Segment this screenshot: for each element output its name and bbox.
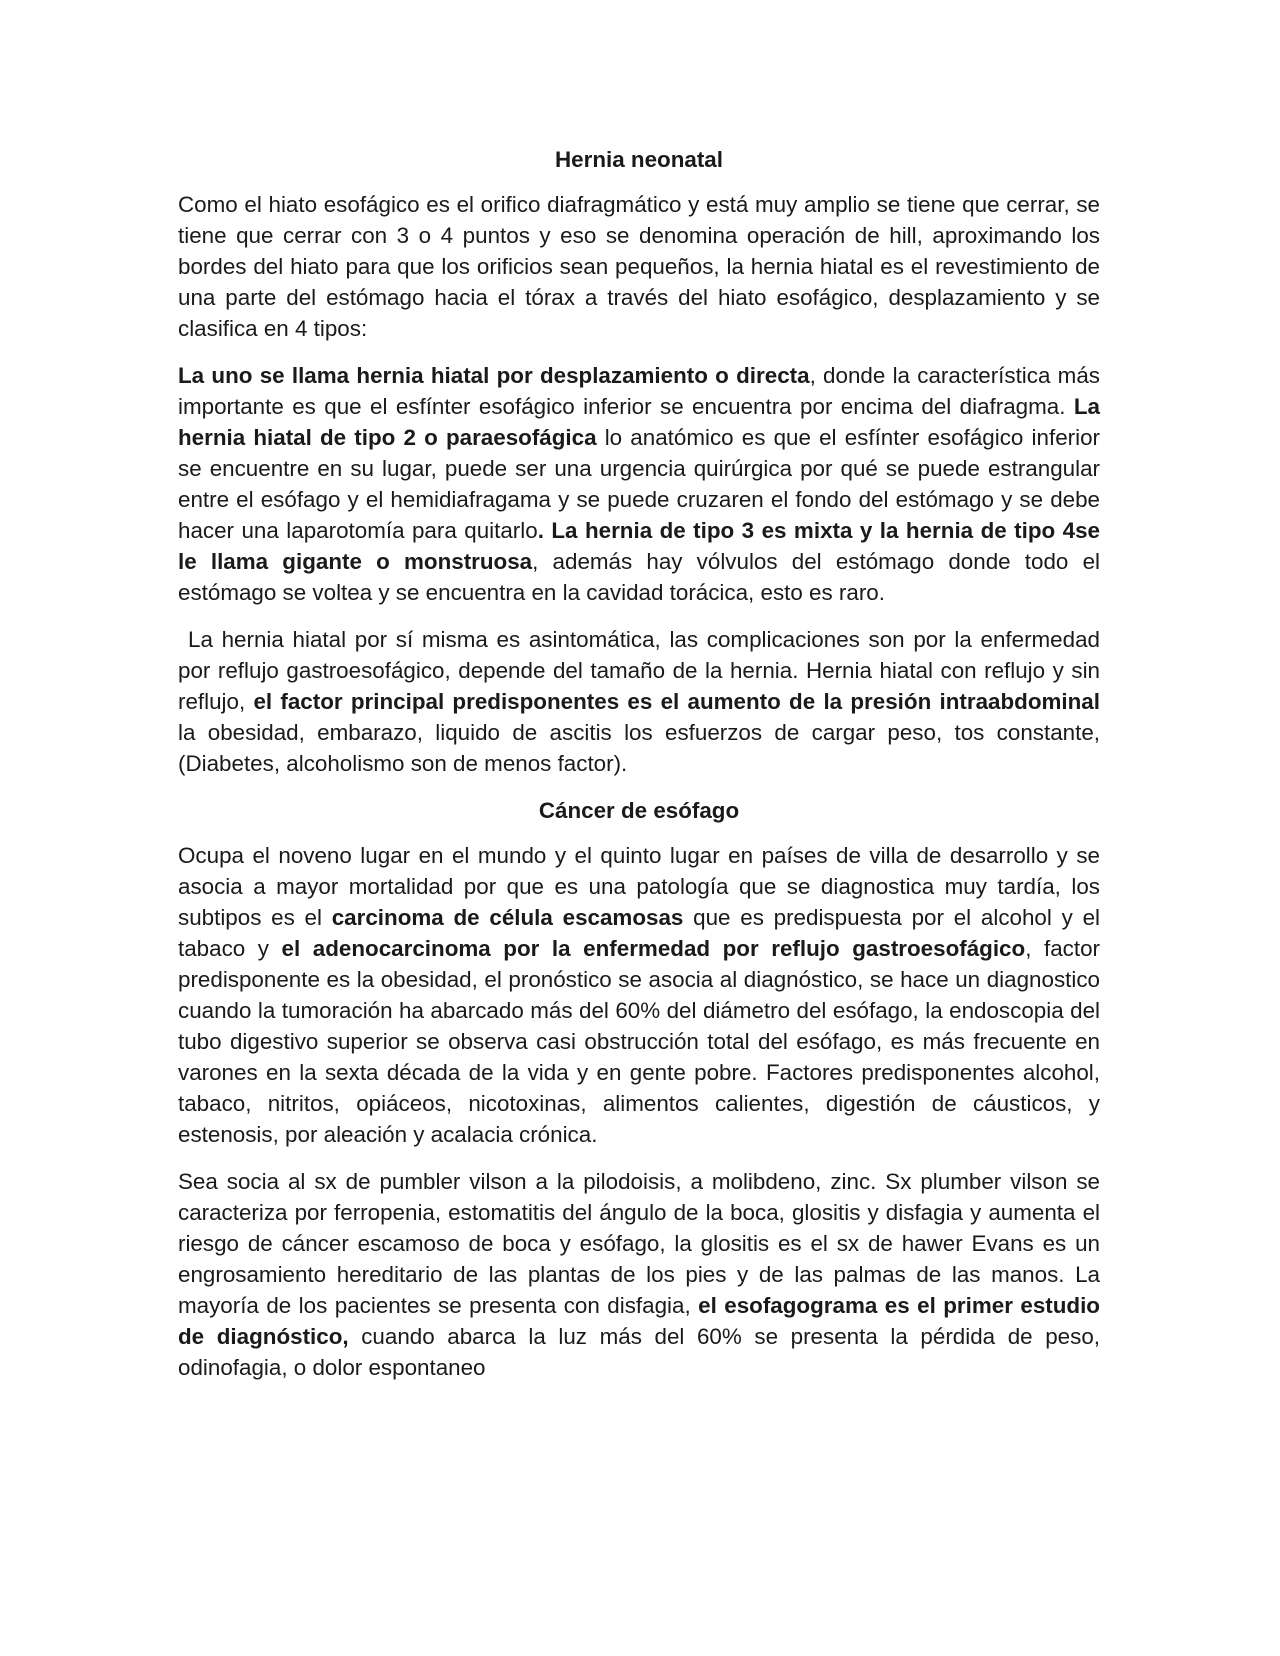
text-span: Ocupa el noveno lugar en el mundo y el quinto lugar en países de villa de desarrollo y se asocia a mayor mortalidad por que es una patología que se diagnostica muy tardía, los subtipos es el: [178, 843, 1100, 930]
section-title-hernia: Hernia neonatal: [555, 147, 723, 172]
paragraph-cancer-plummer: [178, 1166, 1100, 1383]
bold-phrase: el esofagograma es el primer estudio de diagnóstico,: [178, 1293, 1100, 1349]
text-span: la obesidad, embarazo, liquido de ascitis los esfuerzos de cargar peso, tos constante, (Diabetes, alcoholismo son de menos factor).: [178, 720, 1100, 776]
text-span: cuando abarca la luz más del 60% se presenta la pérdida de peso, odinofagia, o dolor espontaneo: [178, 1324, 1101, 1380]
bold-phrase: carcinoma de célula escamosas: [331, 905, 684, 930]
bold-phrase: el factor principal predisponentes es el aumento de la presión intraabdominal: [253, 689, 1100, 714]
section-title-cancer: Cáncer de esófago: [538, 798, 740, 823]
document-page: [178, 144, 1100, 1399]
bold-phrase: . La hernia de tipo 3 es mixta y la hernia de tipo 4se le llama gigante o monstruosa: [178, 518, 1100, 574]
text-span: La hernia hiatal por sí misma es asintomática, las complicaciones son por la enfermedad por reflujo gastroesofágico, depende del tamaño de la hernia. Hernia hiatal con reflujo y sin reflujo,: [178, 627, 1100, 714]
text-span: que es predispuesta por el alcohol y el tabaco y: [178, 905, 1100, 961]
text-span: , factor predisponente es la obesidad, el pronóstico se asocia al diagnóstico, se hace un diagnostico cuando la tumoración ha abarcado más del 60% del diámetro del esófago, la endoscopia del tubo digestivo superior se observa casi obstrucción total del esófago, es más frecuente en varones en la sexta década de la vida y en gente pobre. Factores predisponentes alcohol, tabaco, nitritos, opiáceos, nicotoxinas, alimentos calientes, digestión de cáusticos, y estenosis, por aleación y acalacia crónica.: [178, 936, 1100, 1147]
text-span: Sea socia al sx de pumbler vilson a la pilodoisis, a molibdeno, zinc. Sx plumber vilson se caracteriza por ferropenia, estomatitis del ángulo de la boca, glositis y disfagia y aumenta el riesgo de cáncer escamoso de boca y esófago, la glositis es el sx de hawer Evans es un engrosamiento hereditario de las plantas de los pies y de las palmas de las manos. La mayoría de los pacientes se presenta con disfagia,: [178, 1169, 1100, 1318]
paragraph-hernia-complications: [178, 624, 1100, 779]
paragraph-hernia-types: [178, 360, 1100, 608]
paragraph-cancer-intro: [178, 840, 1100, 1150]
bold-phrase: La uno se llama hernia hiatal por desplazamiento o directa: [178, 363, 810, 388]
text-span: lo anatómico es que el esfínter esofágico inferior se encuentre en su lugar, puede ser una urgencia quirúrgica por qué se puede estrangular entre el esófago y el hemidiafragama y se puede cruzaren el fondo del estómago y se debe hacer una laparotomía para quitarlo: [178, 425, 1100, 543]
text-span: , donde la característica más importante es que el esfínter esofágico inferior se encuentra por encima del diafragma.: [178, 363, 1100, 419]
paragraph-hernia-intro: Como el hiato esofágico es el orifico diafragmático y está muy amplio se tiene que cerrar, se tiene que cerrar con 3 o 4 puntos y eso se denomina operación de hill, aproximando los bordes del hiato para que los orificios sean pequeños, la hernia hiatal es el revestimiento de una parte del estómago hacia el tórax a través del hiato esofágico, desplazamiento y se clasifica en 4 tipos:: [178, 192, 1100, 341]
bold-phrase: La hernia hiatal de tipo 2 o paraesofágica: [178, 394, 1100, 450]
bold-phrase: el adenocarcinoma por la enfermedad por reflujo gastroesofágico: [281, 936, 1026, 961]
text-span: , además hay vólvulos del estómago donde todo el estómago se voltea y se encuentra en la cavidad torácica, esto es raro.: [178, 549, 1100, 605]
